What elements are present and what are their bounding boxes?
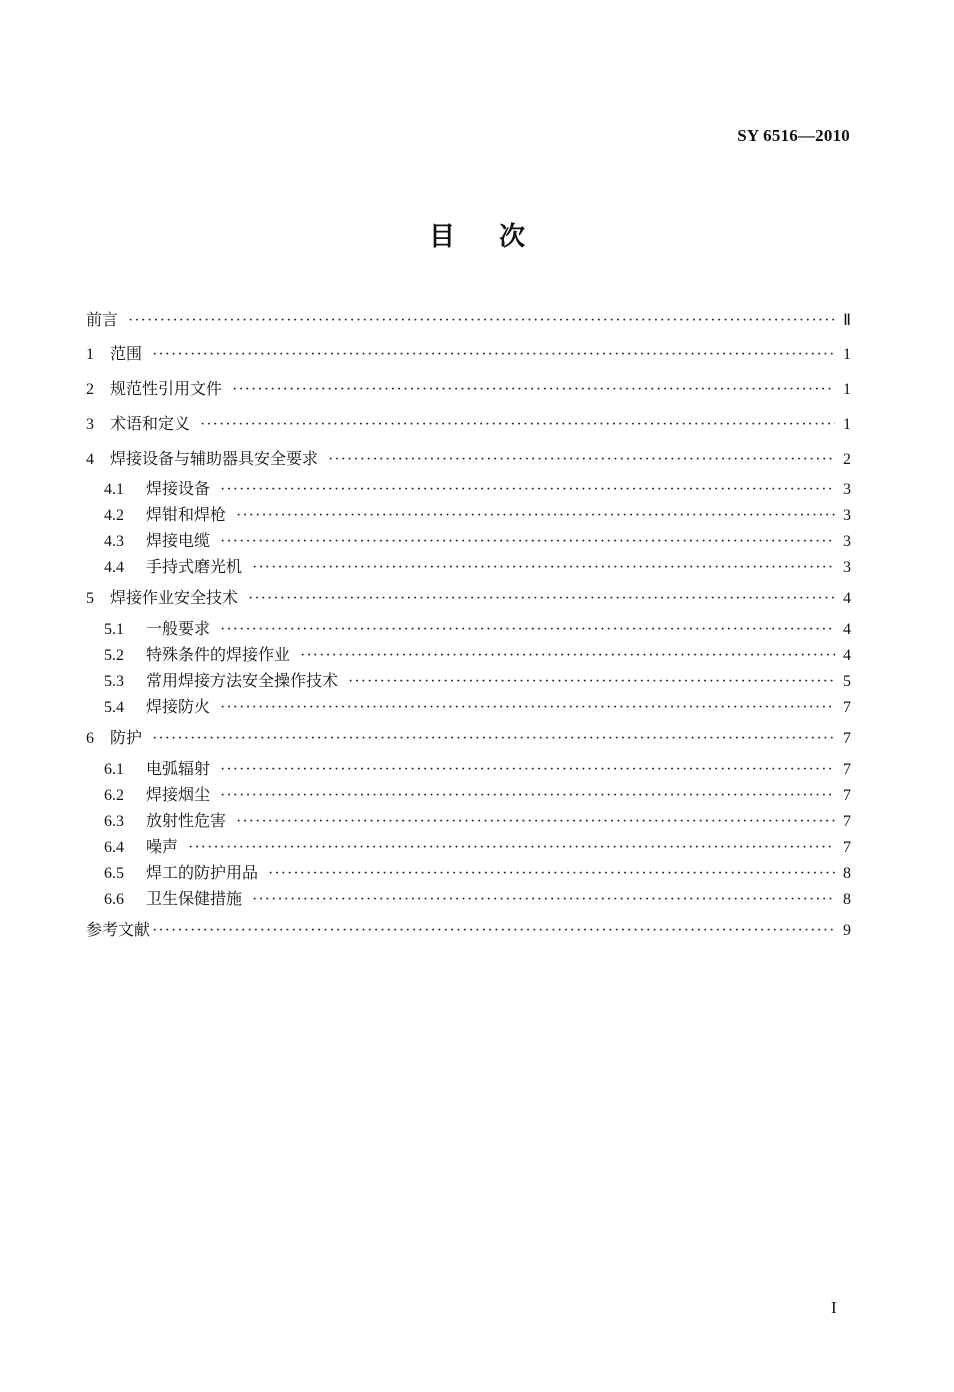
toc-entry-4[interactable] [86,449,851,470]
toc-number: 5.4 [104,699,124,716]
toc-entry-4-4[interactable] [104,557,851,578]
toc-page: 3 [843,533,851,550]
standard-code: SY 6516—2010 [737,126,850,145]
toc-page: 8 [843,865,851,882]
toc-page: 3 [843,507,851,524]
toc-entry-6-5[interactable] [104,863,851,884]
toc-label: 手持式磨光机 [146,557,243,576]
toc-leader [128,311,835,331]
toc-label: 焊接设备 [146,479,211,498]
toc-leader [220,786,835,806]
toc-number: 6.1 [104,761,124,778]
toc-entry-3[interactable] [86,414,851,435]
toc-number: 5.2 [104,647,124,664]
toc-page: 4 [843,621,851,638]
toc-entry-4-2[interactable] [104,505,851,526]
toc-entry-5[interactable] [86,588,851,609]
toc-page: 1 [843,346,851,363]
toc-label: 焊接作业安全技术 [110,588,239,607]
toc-entry-2[interactable] [86,379,851,400]
toc-leader [152,729,835,749]
toc-page: 3 [843,559,851,576]
toc-page: 7 [843,761,851,778]
toc-leader [252,890,835,910]
toc-number: 6 [86,730,94,747]
toc-number: 6.5 [104,865,124,882]
toc-entry-5-1[interactable] [104,619,851,640]
toc-page: 5 [843,673,851,690]
toc-label: 电弧辐射 [146,759,211,778]
toc-leader [236,506,835,526]
toc-label: 噪声 [146,837,179,856]
toc-page: 7 [843,730,851,747]
toc-label: 防护 [110,728,143,747]
toc-label: 卫生保健措施 [146,889,243,908]
toc-number: 4.1 [104,481,124,498]
toc-label: 特殊条件的焊接作业 [146,645,291,664]
toc-page: 1 [843,381,851,398]
toc-page: 8 [843,891,851,908]
toc-entry-5-2[interactable] [104,645,851,666]
toc-leader [232,380,835,400]
toc-leader [188,838,835,858]
toc-leader [220,760,835,780]
toc-leader [300,646,835,666]
toc-number: 4 [86,451,94,468]
toc-number: 6.2 [104,787,124,804]
toc-entry-6-1[interactable] [104,759,851,780]
toc-number: 3 [86,416,94,433]
toc-number: 6.6 [104,891,124,908]
toc-number: 1 [86,346,94,363]
toc-label: 焊工的防护用品 [146,863,259,882]
page-number: I [831,1298,837,1317]
toc-number: 4.3 [104,533,124,550]
toc-label: 范围 [110,344,143,363]
toc-leader [252,558,835,578]
toc-page: 3 [843,481,851,498]
toc-label: 常用焊接方法安全操作技术 [146,671,339,690]
toc-entry-references[interactable] [86,920,851,941]
toc-leader [268,864,835,884]
toc-label: 一般要求 [146,619,211,638]
toc-page: 4 [843,590,851,607]
toc-page: 9 [843,922,851,939]
toc-label: 焊接防火 [146,697,211,716]
toc-number: 6.4 [104,839,124,856]
toc-leader [152,345,835,365]
toc-entry-5-3[interactable] [104,671,851,692]
toc-label: 焊接设备与辅助器具安全要求 [110,449,319,468]
toc-number: 5.1 [104,621,124,638]
toc-entry-6-2[interactable] [104,785,851,806]
toc-page: 1 [843,416,851,433]
toc-page: 2 [843,451,851,468]
toc-leader [248,589,835,609]
toc-number: 4.4 [104,559,124,576]
toc-label: 术语和定义 [110,414,191,433]
toc-entry-6-6[interactable] [104,889,851,910]
toc-entry-6-3[interactable] [104,811,851,832]
toc-leader [328,450,835,470]
toc-number: 6.3 [104,813,124,830]
toc-entry-6-4[interactable] [104,837,851,858]
toc-number: 2 [86,381,94,398]
toc-number: 4.2 [104,507,124,524]
toc-leader [348,672,835,692]
toc-leader [220,620,835,640]
page-title: 目次 [428,222,569,252]
toc-entry-1[interactable] [86,344,851,365]
toc-leader [220,480,835,500]
toc-entry-4-1[interactable] [104,479,851,500]
toc-page: 4 [843,647,851,664]
toc-number: 5.3 [104,673,124,690]
toc-label: 参考文献 [86,920,151,939]
toc-entry-foreword[interactable] [86,310,851,331]
toc-label: 放射性危害 [146,811,227,830]
toc-label: 规范性引用文件 [110,379,223,398]
toc-leader [152,921,835,941]
toc-page: 7 [843,813,851,830]
toc-leader [220,698,835,718]
toc-page: 7 [843,699,851,716]
toc-entry-6[interactable] [86,728,851,749]
toc-leader [220,532,835,552]
toc-label: 焊接电缆 [146,531,211,550]
toc-label: 前言 [86,310,119,329]
toc-leader [236,812,835,832]
toc-entry-4-3[interactable] [104,531,851,552]
toc-entry-5-4[interactable] [104,697,851,718]
toc-leader [200,415,835,435]
toc-page: 7 [843,839,851,856]
toc-page: Ⅱ [843,312,851,329]
toc-label: 焊接烟尘 [146,785,211,804]
toc-label: 焊钳和焊枪 [146,505,227,524]
toc-number: 5 [86,590,94,607]
toc-page: 7 [843,787,851,804]
